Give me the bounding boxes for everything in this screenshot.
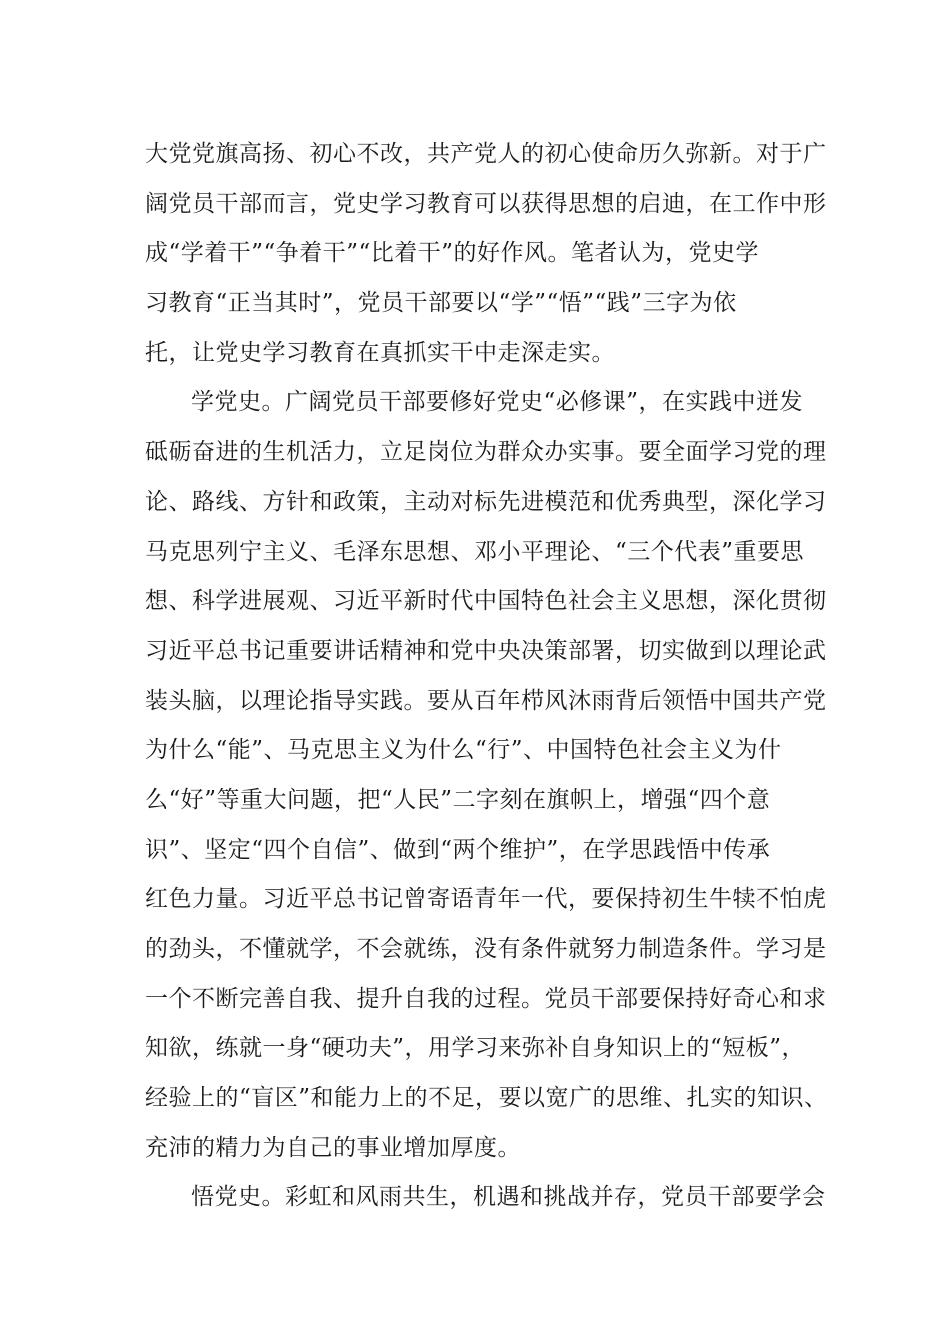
text-line: 一个不断完善自我、提升自我的过程。党员干部要保持好奇心和求: [145, 985, 827, 1012]
text-line: 悟党史。彩虹和风雨共生，机遇和挑战并存，党员干部要学会: [191, 1184, 826, 1211]
text-line: 经验上的“盲区”和能力上的不足，要以宽广的思维、扎实的知识、: [145, 1085, 828, 1112]
text-line: 红色力量。习近平总书记曾寄语青年一代，要保持初生牛犊不怕虎: [145, 886, 827, 913]
text-line: 马克思列宁主义、毛泽东思想、邓小平理论、“三个代表”重要思: [145, 538, 805, 565]
text-line: 为什么“能”、马克思主义为什么“行”、中国特色社会主义为什: [145, 737, 782, 764]
text-line: 习教育“正当其时”，党员干部要以“学”“悟”“践”三字为依: [145, 290, 737, 317]
text-line: 砥砺奋进的生机活力，立足岗位为群众办实事。要全面学习党的理: [145, 439, 827, 466]
text-line: 的劲头，不懂就学，不会就练，没有条件就努力制造条件。学习是: [145, 936, 827, 962]
text-line: 装头脑，以理论指导实践。要从百年栉风沐雨背后领悟中国共产党: [145, 687, 827, 714]
text-line: 充沛的精力为自己的事业增加厚度。: [145, 1134, 521, 1161]
text-line: 习近平总书记重要讲话精神和党中央决策部署，切实做到以理论武: [145, 637, 827, 664]
text-line: 成“学着干”“争着干”“比着干”的好作风。笔者认为，党史学: [145, 240, 760, 267]
text-line: 学党史。广阔党员干部要修好党史“必修课”，在实践中迸发: [191, 389, 804, 416]
text-line: 阔党员干部而言，党史学习教育可以获得思想的启迪，在工作中形: [145, 190, 827, 217]
document-body: [145, 130, 828, 1223]
text-line: 知欲，练就一身“硬功夫”，用学习来弥补自身知识上的“短板”，: [145, 1035, 806, 1062]
paragraph: [145, 1173, 826, 1223]
text-line: 大党党旗高扬、初心不改，共产党人的初心使命历久弥新。对于广: [145, 141, 827, 167]
paragraph: [145, 130, 827, 378]
text-line: 识”、坚定“四个自信”、做到“两个维护”，在学思践悟中传承: [145, 836, 771, 863]
text-line: 么“好”等重大问题，把“人民”二字刻在旗帜上，增强“四个意: [145, 786, 771, 813]
text-line: 托，让党史学习教育在真抓实干中走深走实。: [145, 339, 615, 366]
text-line: 论、路线、方针和政策，主动对标先进模范和优秀典型，深化学习: [145, 488, 827, 515]
paragraph: [145, 378, 828, 1173]
text-line: 想、科学进展观、习近平新时代中国特色社会主义思想，深化贯彻: [145, 588, 827, 615]
